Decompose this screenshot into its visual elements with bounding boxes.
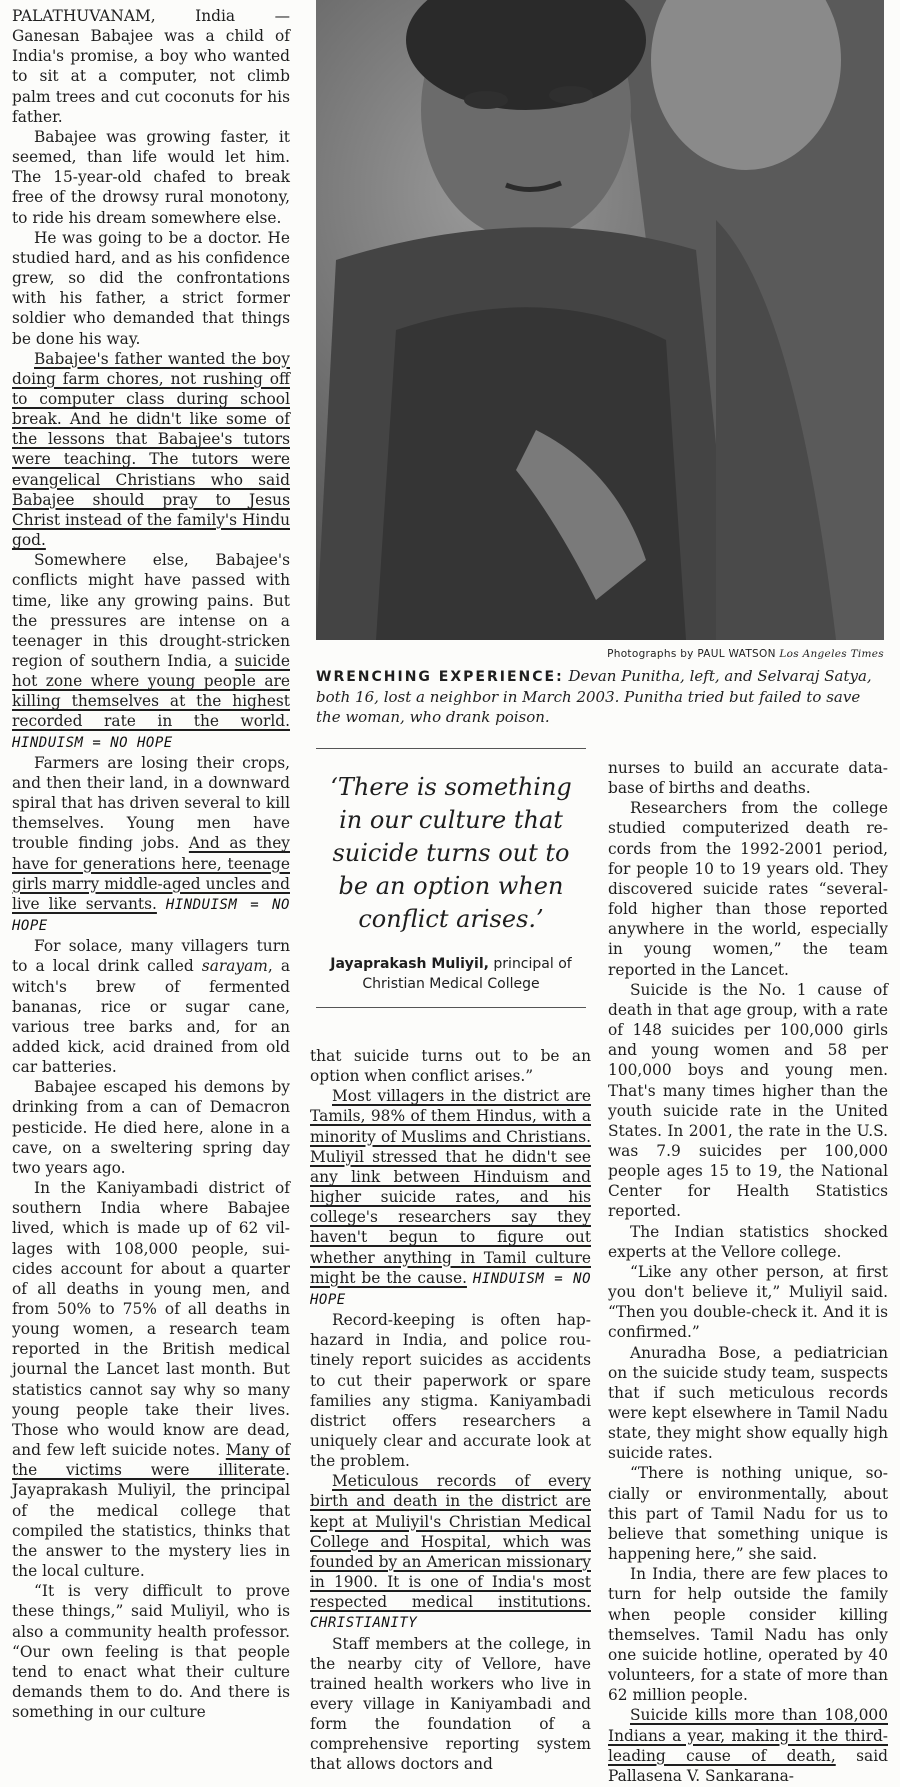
news-photo xyxy=(316,0,884,640)
text-run: The Indian statistics shocked experts at the Vellore college. xyxy=(608,1222,888,1261)
paragraph xyxy=(12,1581,290,1722)
text-run: Anuradha Bose, a pediatrician on the suicide study team, suspects that if such meticulous records were kept elsewhere in Tamil Nadu state, they might show equally high suicide rates. xyxy=(608,1343,888,1463)
paragraph xyxy=(12,1077,290,1178)
text-run: Babajee's father wanted the boy doing farm chores, not rushing off to computer class during school break. And he didn't like some of the lessons that Babajee's tutors were teaching. The tutors were evangelical Christians who said Babajee should pray to Jesus Christ instead of the family's Hindu god. xyxy=(12,349,290,550)
paragraph xyxy=(12,753,290,936)
paragraph xyxy=(310,1046,591,1086)
text-run: In India, there are few places to turn for help outside the family when people consider killing themselves. Tamil Nadu has only one suicide hotline, operated by 40 volunteers, for a state of more than 62 million people. xyxy=(608,1565,888,1705)
text-run: said Pallasena V. Sankarana- xyxy=(608,1746,888,1785)
text-run: that suicide turns out to be an option when conflict arises.” xyxy=(310,1047,591,1086)
text-run: Suicide kills more than 108,000 Indians a year, making it the third-leading cause of death, xyxy=(608,1706,888,1765)
text-run: Many of the victims were illiterate xyxy=(12,1441,290,1480)
paragraph xyxy=(12,1178,290,1581)
text-run xyxy=(157,895,166,913)
text-run: Meticulous records of every birth and death in the district are kept at Muliyil's Christian Medical College and Hospital, which was founded by an American missionary in 1900. It is one of India's most respected medical institutions. xyxy=(310,1472,591,1612)
paragraph xyxy=(608,980,888,1222)
paragraph xyxy=(310,1310,591,1471)
article-column-2 xyxy=(310,1046,591,1775)
text-run: sarayam xyxy=(201,957,268,976)
text-run: In the Kaniyambadi district of southern India where Babajee lived, which is made up of 62 villages with 108,000 people, suicides account for about a quarter of all deaths in young men, and from 50% to 75% of all deaths in young women, a research team reported in the British medical journal the Lancet last month. But statistics cannot say why so many young people take their lives. Those who would know are dead, and few left suicide notes. xyxy=(12,1179,290,1460)
photo-caption xyxy=(316,666,884,727)
text-run: And as they have for generations here, teenage girls marry middle-aged uncles and live like servants. xyxy=(12,834,290,913)
text-run: “There is nothing unique, socially or environmentally, about this part of Tamil Nadu for us to believe that something unique is happening here,” she said. xyxy=(608,1464,888,1564)
article-column-3 xyxy=(608,758,888,1786)
paragraph xyxy=(608,1222,888,1262)
article-column-1 xyxy=(12,6,290,1722)
paragraph xyxy=(12,550,290,753)
paragraph xyxy=(12,349,290,551)
paragraph xyxy=(608,1262,888,1343)
paragraph xyxy=(608,758,888,798)
text-run: Staff members at the college, in the nearby city of Vellore, have trained health workers who live in every village in Kaniyambadi and form the foundation of a comprehensive reporting system that allows doctors and xyxy=(310,1634,591,1774)
text-run: Researchers from the college studied computerized death records from the 1992-2001 period, for people 10 to 19 years old. They discovered suicide rates “several-fold higher than those reported anywhere in the world, especially in young women,” the team reported in the Lancet. xyxy=(608,799,888,979)
text-run: Record-keeping is often haphazard in India, and police routinely report suicides as accidents to cut their paperwork or spare families any stigma. Kaniyambadi district offers researchers a uniquely clear and accurate look at the problem. xyxy=(310,1311,591,1471)
text-run: . Jayaprakash Muliyil, the principal of the medical college that compiled the statistics, thinks that the answer to the mystery lies in the local culture. xyxy=(12,1461,290,1581)
text-run: “Like any other person, at first you don't believe it,” Muliyil said. “Then you double-check it. And it is confirmed.” xyxy=(608,1262,888,1342)
pull-quote-text: ‘There is something in our culture that suicide turns out to be an option when conflict arises.’ xyxy=(330,773,572,933)
text-run: suicide hot zone where young people are killing themselves at the highest recorded rate in the world. xyxy=(12,652,290,731)
text-run: He was going to be a doctor. He studied hard, and as his confidence grew, so did the confrontations with his father, a strict former soldier who demanded that things be done his way. xyxy=(12,228,290,348)
paragraph xyxy=(310,1471,591,1633)
paragraph xyxy=(310,1086,591,1310)
paragraph xyxy=(310,1634,591,1775)
text-run: “It is very difficult to prove these things,” said Muliyil, who is also a community health professor. “Our own feeling is that people tend to enact what their culture demands them to do. And there is something in our culture xyxy=(12,1582,290,1722)
paragraph xyxy=(12,6,290,127)
caption-body: Devan Punitha, left, and Selvaraj Satya, both 16, lost a neighbor in March 2003. Punitha tried but failed to save the woman, who drank poison. xyxy=(316,667,872,726)
text-run: Babajee escaped his demons by drinking from a can of Demacron pesticide. He died here, alone in a cave, on a sweltering spring day two years ago. xyxy=(12,1078,290,1177)
text-run: Most villagers in the district are Tamils, 98% of them Hindus, with a minority of Muslims and Christians. Muliyil stressed that he didn't see any link between Hinduism and higher suicide rates, and his college's researchers say they haven't begun to figure out whether anything in Tamil culture might be the cause. xyxy=(310,1087,591,1287)
paragraph xyxy=(12,936,290,1077)
handwritten-annotation: CHRISTIANITY xyxy=(310,1615,418,1632)
handwritten-annotation: HINDUISM = NO HOPE xyxy=(12,896,290,935)
paragraph xyxy=(608,1343,888,1464)
text-run: nurses to build an accurate database of births and deaths. xyxy=(608,759,888,798)
pull-quote-attribution: Jayaprakash Muliyil, principal of Christian Medical College xyxy=(330,956,572,992)
paragraph xyxy=(12,127,290,228)
text-run: , a witch's brew of fermented bananas, rice or sugar cane, various tree barks and, for an added kick, acid drained from old car batteries. xyxy=(12,957,290,1077)
paragraph xyxy=(608,1564,888,1705)
paragraph xyxy=(608,1463,888,1564)
text-run: PALATHUVANAM, India — Ganesan Babajee was a child of India's promise, a boy who wanted to sit at a computer, not climb palm trees and cut coconuts for his father. xyxy=(12,7,290,126)
paragraph xyxy=(12,228,290,349)
caption-lead: WRENCHING EXPERIENCE: xyxy=(316,669,564,685)
paragraph xyxy=(608,1705,888,1786)
pull-quote xyxy=(316,748,586,1008)
photo-credit: Photographs by PAUL WATSON Los Angeles Times xyxy=(607,648,884,660)
text-run: For solace, many villagers turn to a local drink called xyxy=(12,937,290,976)
handwritten-annotation: HINDUISM = NO HOPE xyxy=(12,734,173,751)
text-run: Suicide is the No. 1 cause of death in that age group, with a rate of 148 suicides per 100,000 girls and young women and 58 per 100,000 boys and young men. That's many times higher than the youth suicide rate in the United States. In 2001, the rate in the U.S. was 7.9 suicides per 100,000 people ages 15 to 19, the National Center for Health Statistics reported. xyxy=(608,980,888,1221)
paragraph xyxy=(608,798,888,979)
text-run: Somewhere else, Babajee's conflicts might have passed with time, like any growing pains. But the pressures are intense on a teenager in this drought-stricken region of southern India, a xyxy=(12,551,290,670)
text-run: Farmers are losing their crops, and then their land, in a downward spiral that has driven several to kill themselves. Young men have trouble finding jobs. xyxy=(12,753,290,853)
handwritten-annotation: HINDUISM = NO HOPE xyxy=(310,1270,591,1308)
text-run: Babajee was growing faster, it seemed, than life would let him. The 15-year-old chafed to break free of the drowsy rural monotony, to ride his dream somewhere else. xyxy=(12,127,290,227)
